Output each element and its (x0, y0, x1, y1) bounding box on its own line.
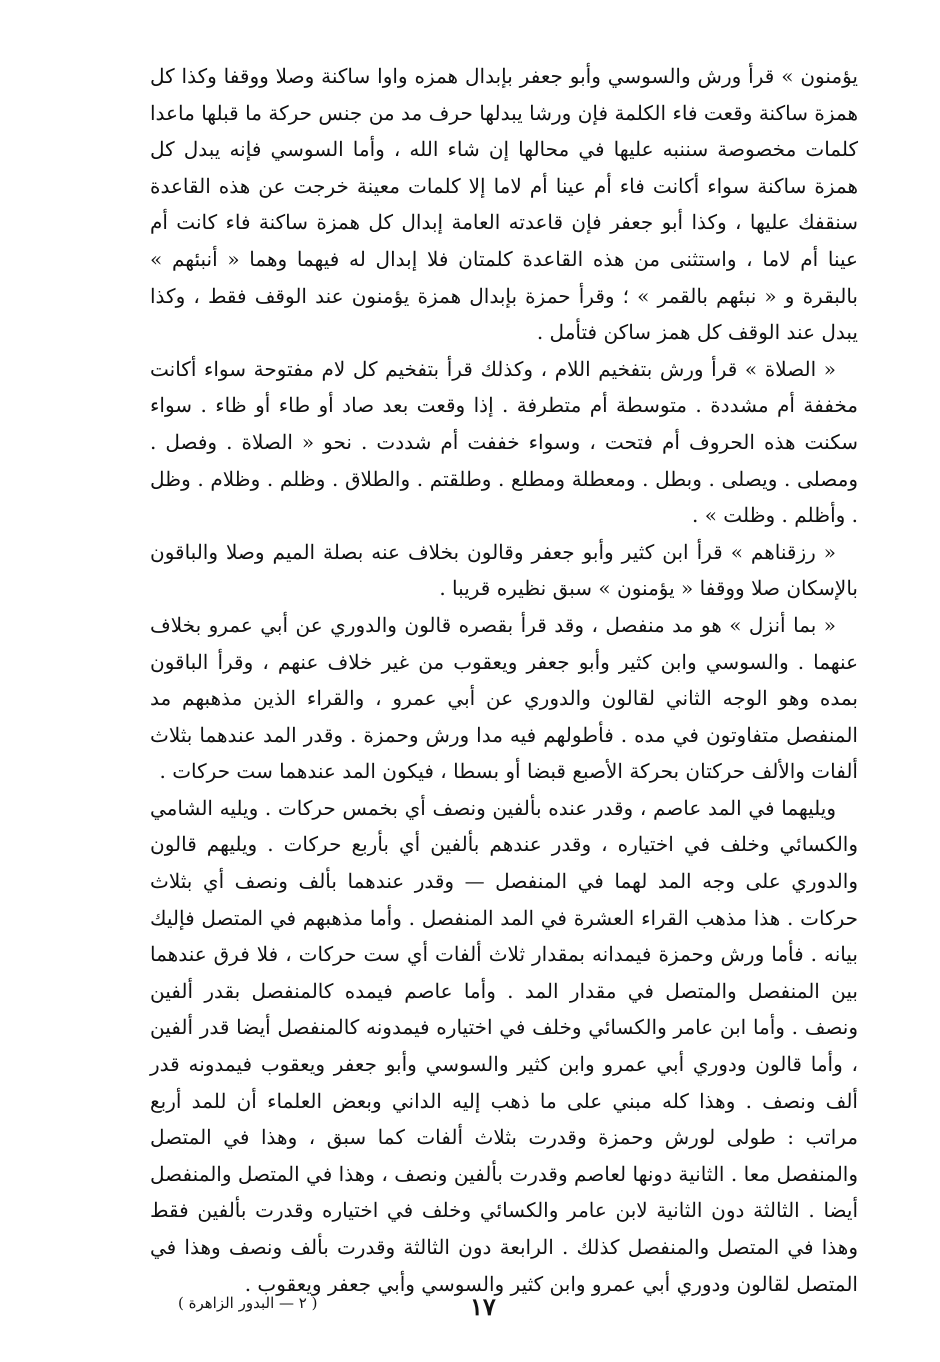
footer-signature: ( ٢ — البدور الزاهرة ) (178, 1294, 318, 1312)
page-number: ١٧ (470, 1292, 496, 1321)
body-text (150, 58, 858, 1302)
paragraph-salat: « الصلاة » قرأ ورش بتفخيم اللام ، وكذلك قرأ بتفخيم كل لام مفتوحة سواء أكانت مخففة أم مشددة . متوسطة أم متطرفة . إذا وقعت بعد صاد أو طاء أو ظاء . سواء سكنت هذه الحروف أم فتحت ، وسواء خففت أم شددت . نحو « الصلاة . وفصل . ومصلى . ويصلى . وبطل . ومعطلة ومطلع . وطلقتم . والطلاق . وظلم . وظلام . وظل . وأظلم . وظلت » . (150, 356, 858, 528)
paragraph-yuminun: يؤمنون » قرأ ورش والسوسي وأبو جعفر بإبدال همزه واوا ساكنة وصلا ووقفا وكذا كل همزة ساكنة وقعت فاء الكلمة فإن ورشا يبدلها حرف مد من جنس حركة ما قبلها ماعدا كلمات مخصوصة سننبه عليها في محالها إن شاء الله ، وأما السوسي فإنه يبدل كل همزة ساكنة سواء أكانت فاء أم عينا أم لاما إلا كلمات معينة خرجت عن هذه القاعدة سنقفك عليها ، وكذا أبو جعفر فإن قاعدته العامة إبدال كل همزة ساكنة فاء كانت أم عينا أم لاما ، واستثنى من هذه القاعدة كلمتان فلا إبدال له فيهما وهما « أنبئهم » بالبقرة و « نبئهم بالقمر » ؛ وقرأ حمزة بإبدال همزة يؤمنون عند الوقف فقط ، وكذا يبدل عند الوقف كل همز ساكن فتأمل . (150, 64, 858, 345)
paragraph-razaqnahum: « رزقناهم » قرأ ابن كثير وأبو جعفر وقالون بخلاف عنه بصلة الميم وصلا والباقون بالإسكان صلا ووقفا « يؤمنون » سبق نظيره قريبا . (150, 539, 858, 601)
paragraph-bima-unzila: « بما أنزل » هو مد منفصل ، وقد قرأ بقصره قالون والدوري عن أبي عمرو بخلاف عنهما . والسوسي وابن كثير وأبو جعفر ويعقوب من غير خلاف عنهم ، وقرأ الباقون بمده وهو الوجه الثاني لقالون والدوري عن أبي عمرو ، والقراء الذين مذهبهم مد المنفصل متفاوتون في مده . فأطولهم فيه مدا ورش وحمزة . وقدر المد عندهما بثلاث ألفات والألف حركتان بحركة الأصبع قبضا أو بسطا ، فيكون المد عندهما ست حركات . (150, 612, 858, 784)
paragraph-madd-levels: ويليهما في المد عاصم ، وقدر عنده بألفين ونصف أي بخمس حركات . ويليه الشامي والكسائي وخلف في اختياره ، وقدر عندهم بألفين أي بأربع حركات . ويليهم قالون والدوري على وجه المد لهما في المنفصل — وقدر عندهما بألف ونصف أي بثلاث حركات . هذا مذهب القراء العشرة في المد المنفصل . وأما مذهبهم في المتصل فإليك بيانه . فأما ورش وحمزة فيمدانه بمقدار ثلاث ألفات أي ست حركات ، فلا فرق عندهما بين المنفصل والمتصل في مقدار المد . وأما عاصم فيمده كالمنفصل بقدر ألفين ونصف . وأما ابن عامر والكسائي وخلف في اختياره فيمدونه كالمنفصل أيضا قدر ألفين ، وأما قالون ودوري أبي عمرو وابن كثير والسوسي وأبو جعفر ويعقوب فيمدونه قدر ألف ونصف . وهذا كله مبني على ما ذهب إليه الداني وبعض العلماء أن للمد أربع مراتب : طولى لورش وحمزة وقدرت بثلاث ألفات كما سبق ، وهذا في المتصل والمنفصل معا . الثانية دونها لعاصم وقدرت بألفين ونصف ، وهذا في المتصل والمنفصل أيضا . الثالثة دون الثانية لابن عامر والكسائي وخلف في اختياره وقدرت بألفين فقط وهذا في المتصل والمنفصل كذلك . الرابعة دون الثالثة وقدرت بألف ونصف وهذا في المتصل لقالون ودوري أبي عمرو وابن كثير والسوسي وأبي جعفر ويعقوب . (150, 795, 858, 1296)
